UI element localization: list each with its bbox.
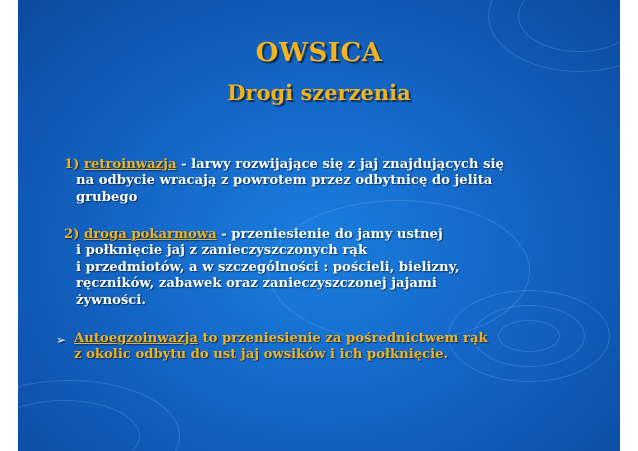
item-text: grubego: [76, 189, 138, 205]
term-link[interactable]: droga pokarmowa: [84, 227, 217, 242]
item-text: na odbycie wracają z powrotem przez odbytnicę do jelita: [76, 173, 493, 189]
term-link[interactable]: retroinwazja: [84, 157, 177, 172]
item-text: żywności.: [76, 292, 146, 308]
item-text: to przeniesienie za pośrednictwem rąk: [197, 331, 488, 346]
item-line: [64, 227, 584, 243]
item-retroinwazja: [64, 157, 604, 206]
item-number: 1): [64, 157, 80, 172]
item-text: - larwy rozwijające się z jaj znajdujących się: [176, 157, 504, 172]
item-line: [74, 331, 594, 347]
item-text: ręczników, zabawek oraz zanieczyszczonej jajami: [76, 276, 437, 292]
item-number: 2): [64, 227, 80, 242]
item-text: z okolic odbytu do ust jaj owsików i ich połknięcie.: [74, 347, 449, 363]
item-text: i połknięcie jaj z zanieczyszczonych rąk: [76, 243, 368, 259]
term-link[interactable]: Autoegzoinwazja: [74, 331, 198, 346]
item-droga-pokarmowa: [64, 227, 584, 309]
slide-title: OWSICA: [255, 38, 383, 68]
item-text: i przedmiotów, a w szczególności : pościeli, bielizny,: [76, 259, 460, 275]
slide: [18, 0, 620, 451]
item-autoegzoinwazja: [74, 331, 594, 364]
slide-subtitle: Drogi szerzenia: [227, 80, 411, 105]
arrow-bullet-icon: ➢: [56, 333, 67, 347]
item-line: [64, 157, 604, 173]
item-text: - przeniesienie do jamy ustnej: [216, 227, 443, 242]
